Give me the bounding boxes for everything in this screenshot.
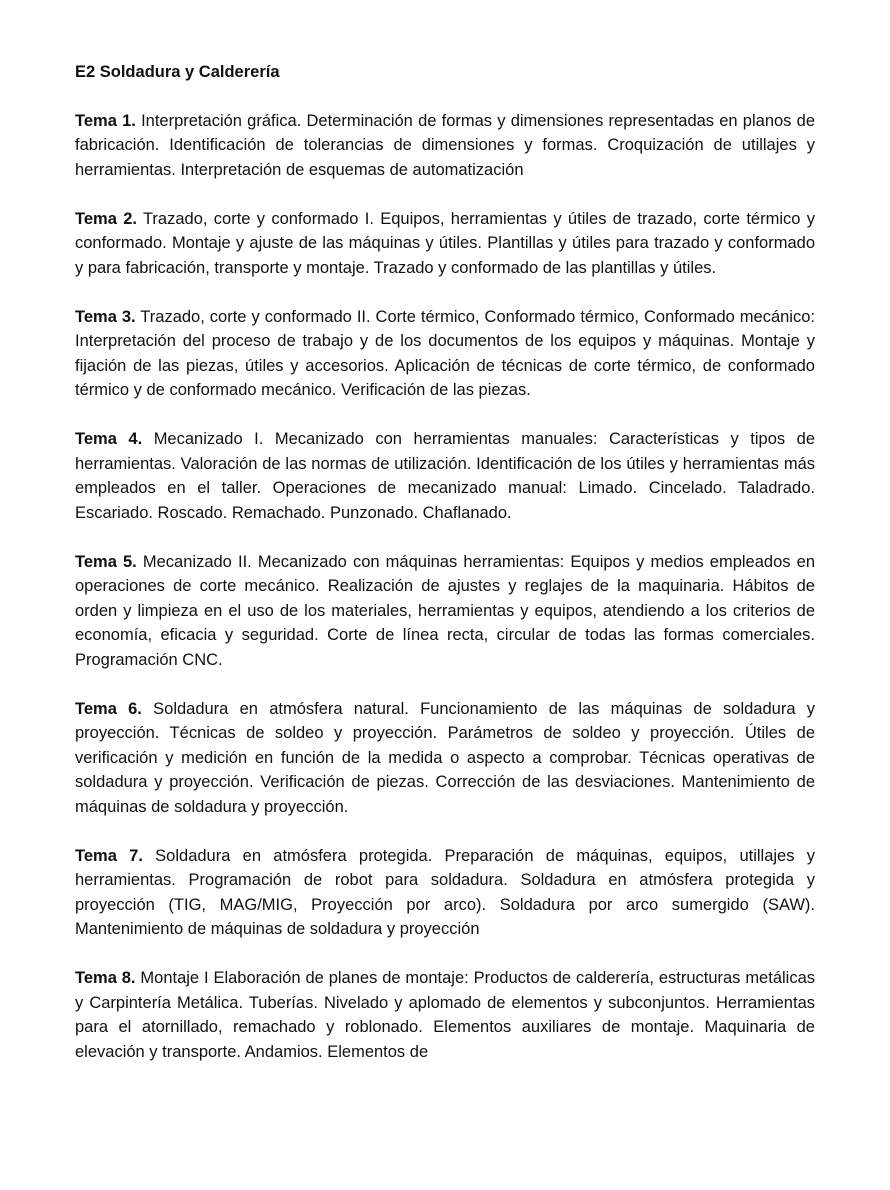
topic-1-text: Interpretación gráfica. Determinación de formas y dimensiones representadas en planos de fabricación. Identificación de tolerancias de dimensiones y formas. Croquización de utillajes y herramientas. Interpretación de esquemas de automatización [75, 111, 815, 179]
topic-4-text: Mecanizado I. Mecanizado con herramientas manuales: Características y tipos de herramientas. Valoración de las normas de utilización. Identificación de los útiles y herramientas más empleados en el taller. Operaciones de mecanizado manual: Limado. Cincelado. Taladrado. Escariado. Roscado. Remachado. Punzonado. Chaflanado. [75, 430, 815, 522]
topic-6 [75, 697, 815, 820]
document-title: E2 Soldadura y Calderería [75, 63, 280, 81]
topic-3-label: Tema 3. [75, 307, 136, 326]
topic-3 [75, 305, 815, 403]
topic-8-label: Tema 8. [75, 969, 136, 987]
topic-7-text: Soldadura en atmósfera protegida. Preparación de máquinas, equipos, utillajes y herramientas. Programación de robot para soldadura. Soldadura en atmósfera protegida y proyección (TIG, MAG/MIG, Proyección por arco). Soldadura por arco sumergido (SAW). Mantenimiento de máquinas de soldadura y proyección [75, 846, 815, 938]
topic-3-text: Trazado, corte y conformado II. Corte térmico, Conformado térmico, Conformado mecánico: Interpretación del proceso de trabajo y de los documentos de los equipos y máquinas. Montaje y fijación de las piezas, útiles y accesorios. Aplicación de técnicas de corte térmico, de conformado térmico y de conformado mecánico. Verificación de las piezas. [75, 307, 815, 399]
topic-6-label: Tema 6. [75, 699, 142, 718]
topic-8 [75, 966, 815, 1064]
topic-5-text: Mecanizado II. Mecanizado con máquinas herramientas: Equipos y medios empleados en operaciones de corte mecánico. Realización de ajustes y reglajes de la maquinaria. Hábitos de orden y limpieza en el uso de los materiales, herramientas y equipos, atendiendo a los criterios de economía, eficacia y seguridad. Corte de línea recta, circular de todas las formas comerciales. Programación CNC. [75, 552, 815, 669]
topic-2-text: Trazado, corte y conformado I. Equipos, herramientas y útiles de trazado, corte térmico y conformado. Montaje y ajuste de las máquinas y útiles. Plantillas y útiles para trazado y conformado y para fabricación, transporte y montaje. Trazado y conformado de las plantillas y útiles. [75, 209, 815, 277]
topic-4-label: Tema 4. [75, 430, 143, 448]
document-page [75, 60, 815, 1089]
topic-7-label: Tema 7. [75, 846, 143, 865]
topic-2-label: Tema 2. [75, 209, 137, 228]
topic-6-text: Soldadura en atmósfera natural. Funcionamiento de las máquinas de soldadura y proyección. Técnicas de soldeo y proyección. Parámetros de soldeo y proyección. Útiles de verificación y medición en función de la medida o aspecto a comprobar. Técnicas operativas de soldadura y proyección. Verificación de piezas. Corrección de las desviaciones. Mantenimiento de máquinas de soldadura y proyección. [75, 699, 815, 816]
topic-5-label: Tema 5. [75, 552, 137, 571]
topic-4 [75, 427, 815, 525]
topic-1 [75, 109, 815, 183]
topic-1-label: Tema 1. [75, 111, 136, 130]
topic-8-text: Montaje I Elaboración de planes de montaje: Productos de calderería, estructuras metálicas y Carpintería Metálica. Tuberías. Nivelado y aplomado de elementos y subconjuntos. Herramientas para el atornillado, remachado y roblonado. Elementos auxiliares de montaje. Maquinaria de elevación y transporte. Andamios. Elementos de [75, 969, 816, 1061]
topic-2 [75, 207, 815, 281]
topic-7 [75, 844, 815, 942]
topic-5 [75, 550, 815, 673]
